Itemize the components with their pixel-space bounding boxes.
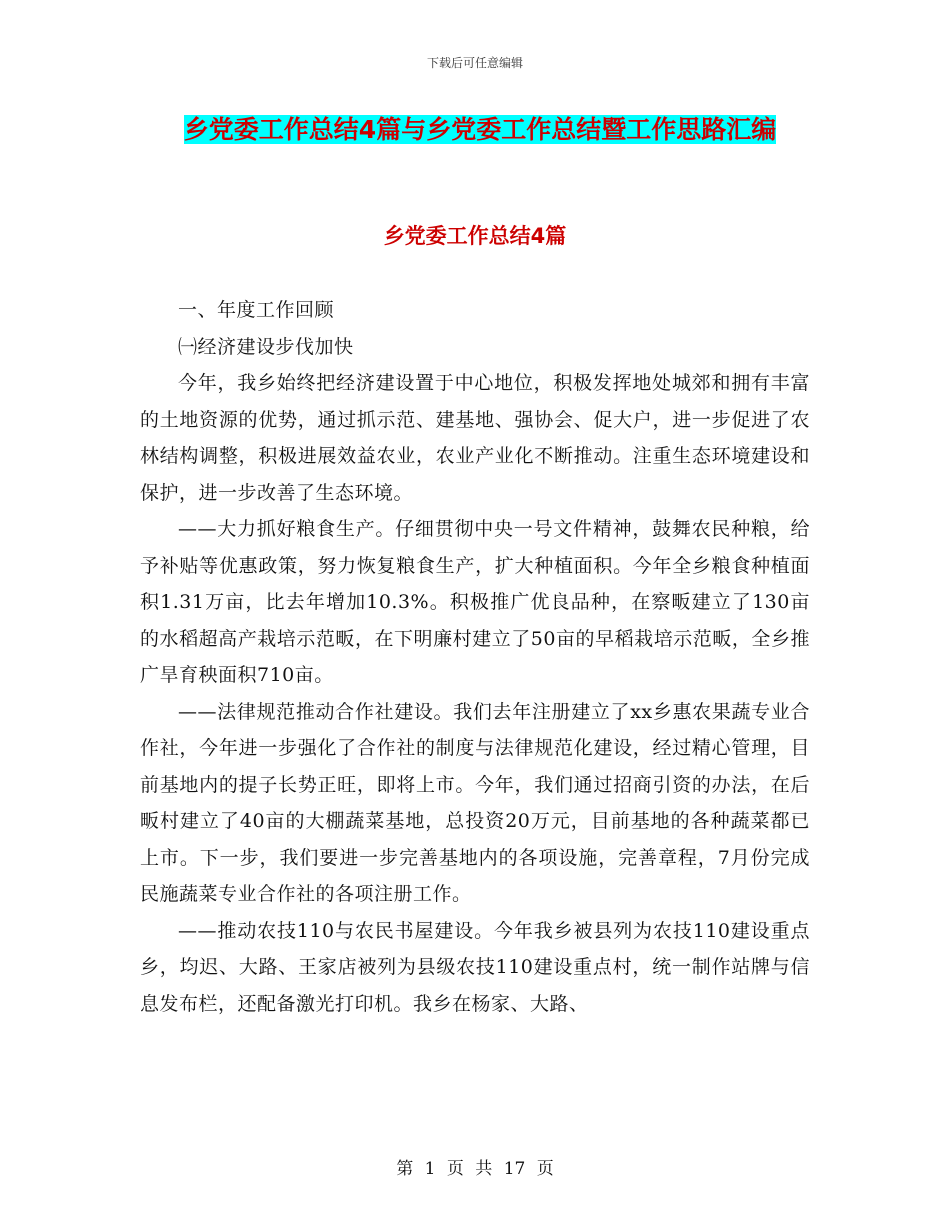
paragraph: ——推动农技110与农民书屋建设。今年我乡被县列为农技110建设重点乡，均迟、大路、王家店被列为县级农技110建设重点村，统一制作站牌与信息发布栏，还配备激光打印机。我乡在杨家、大路、 (140, 919, 810, 1015)
document-title-text: 乡党委工作总结4篇与乡党委工作总结暨工作思路汇编 (183, 115, 777, 144)
paragraph: ——大力抓好粮食生产。仔细贯彻中央一号文件精神，鼓舞农民种粮，给予补贴等优惠政策，努力恢复粮食生产，扩大种植面积。今年全乡粮食种植面积1.31万亩，比去年增加10.3%。积极推广优良品种，在察畈建立了130亩的水稻超高产栽培示范畈，在下明廉村建立了50亩的早稻栽培示范畈，全乡推广旱育秧面积710亩。 (140, 518, 810, 686)
page-footer: 第 1 页 共 17 页 (396, 1159, 554, 1179)
paragraph: ——法律规范推动合作社建设。我们去年注册建立了xx乡惠农果蔬专业合作社，今年进一步强化了合作社的制度与法律规范化建设，经过精心管理，目前基地内的提子长势正旺，即将上市。今年，我们通过招商引资的办法，在后畈村建立了40亩的大棚蔬菜基地，总投资20万元，目前基地的各种蔬菜都已上市。下一步，我们要进一步完善基地内的各项设施，完善章程，7月份完成民施蔬菜专业合作社的各项注册工作。 (140, 700, 810, 905)
paragraph: 今年，我乡始终把经济建设置于中心地位，积极发挥地处城郊和拥有丰富的土地资源的优势，通过抓示范、建基地、强协会、促大户，进一步促进了农林结构调整，积极进展效益农业，农业产业化不断推动。注重生态环境建设和保护，进一步改善了生态环境。 (140, 372, 810, 504)
header-note: 下载后可任意编辑 (426, 56, 523, 70)
section-title: 乡党委工作总结4篇 (383, 224, 567, 248)
paragraph-heading-1: 一、年度工作回顾 (178, 299, 335, 321)
document-title (140, 107, 820, 153)
body-text (140, 292, 810, 1022)
paragraph-heading-2: ㈠经济建设步伐加快 (178, 335, 354, 358)
